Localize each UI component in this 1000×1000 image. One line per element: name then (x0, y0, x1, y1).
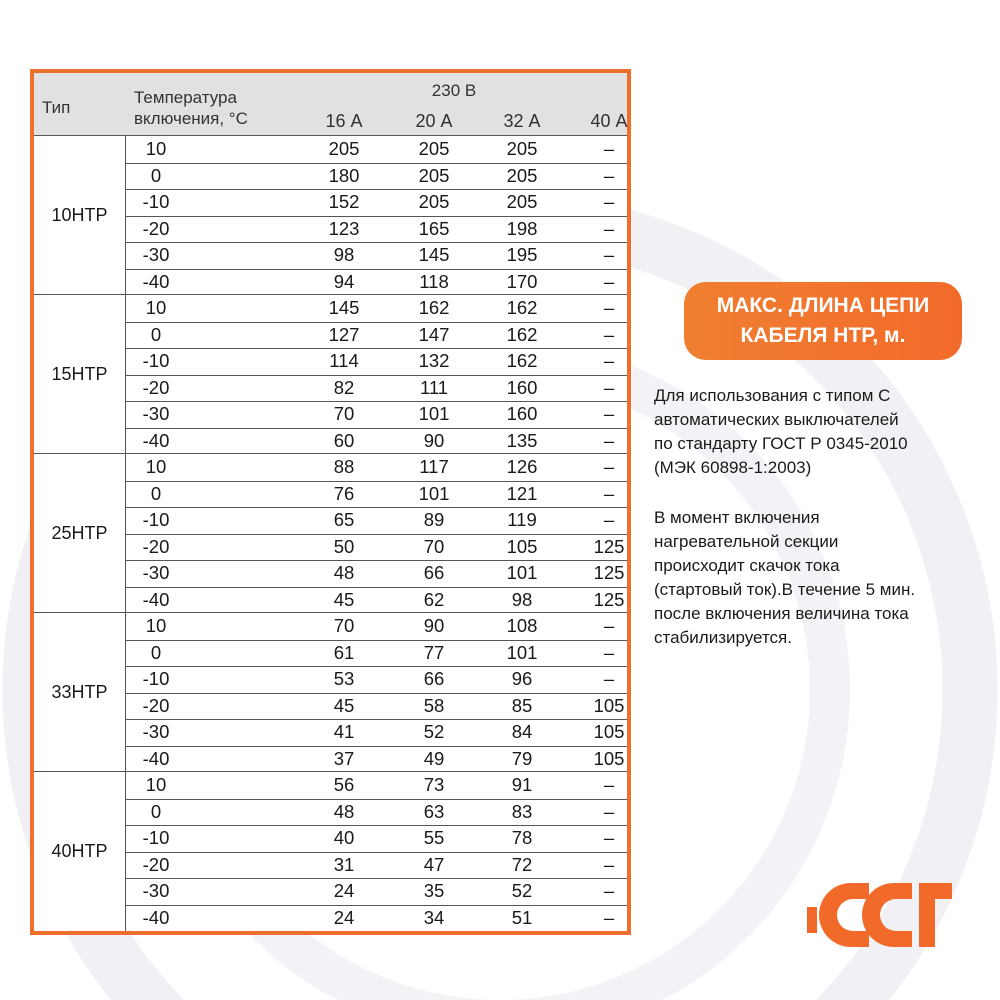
group-label: 40НТР (34, 772, 126, 931)
table-row (126, 640, 627, 668)
table-row (126, 587, 627, 614)
amp16-cell: 37 (333, 747, 355, 769)
table-row (126, 163, 627, 191)
amp20-cell: 90 (423, 615, 445, 636)
header-type: Тип (42, 98, 71, 117)
amp16-cell: 82 (333, 376, 355, 398)
amp20-cell: 63 (423, 800, 445, 822)
amp40-cell: – (603, 376, 615, 398)
title-line1: МАКС. ДЛИНА ЦЕПИ (716, 294, 930, 317)
temp-cell: -40 (142, 747, 170, 769)
amp32-cell: 205 (506, 191, 538, 212)
amp32-cell: 195 (506, 244, 538, 265)
amp32-cell: 101 (506, 641, 538, 663)
temp-cell: 10 (145, 456, 167, 477)
amp40-cell: – (603, 323, 615, 345)
amp40-cell: – (603, 270, 615, 292)
table-group (34, 612, 627, 772)
amp40-cell: – (603, 668, 615, 689)
table-row (126, 454, 627, 482)
amp20-cell: 101 (418, 482, 450, 504)
table-row (126, 428, 627, 455)
amp40-cell: – (603, 853, 615, 875)
amp40-cell: 125 (593, 562, 625, 583)
amp20-cell: 70 (423, 535, 445, 557)
group-label: 33НТР (34, 613, 126, 772)
amp20-cell: 101 (418, 403, 450, 424)
amp20-cell: 205 (418, 191, 450, 212)
amp16-cell: 65 (333, 509, 355, 530)
amp40-cell: – (603, 297, 615, 318)
title-badge (684, 282, 962, 360)
table-row (126, 375, 627, 403)
header-amp-32: 32 А (503, 111, 541, 131)
amp40-cell: – (603, 350, 615, 371)
table-row (126, 348, 627, 376)
amp20-cell: 111 (419, 376, 449, 398)
amp20-cell: 145 (418, 244, 450, 265)
temp-cell: 10 (145, 297, 167, 318)
table-row (126, 799, 627, 827)
table-row (126, 560, 627, 588)
temp-cell: -40 (142, 906, 170, 928)
amp16-cell: 56 (333, 774, 355, 795)
temp-cell: -30 (142, 721, 170, 742)
temp-cell: -10 (142, 827, 170, 848)
amp40-cell: – (603, 641, 615, 663)
temp-cell: -10 (142, 350, 170, 371)
table-row (126, 481, 627, 509)
amp40-cell: – (603, 509, 615, 530)
group-label: 25НТР (34, 454, 126, 613)
temp-cell: 0 (150, 482, 162, 504)
header-voltage: 230 В (431, 81, 477, 100)
amp20-cell: 165 (418, 217, 450, 239)
table-row (126, 401, 627, 429)
amp16-cell: 41 (333, 721, 355, 742)
table-row (126, 507, 627, 535)
amp20-cell: 73 (423, 774, 445, 795)
amp40-cell: – (603, 164, 615, 186)
amp20-cell: 205 (418, 164, 450, 186)
company-logo (807, 879, 952, 951)
amp40-cell: – (603, 827, 615, 848)
amp32-cell: 83 (511, 800, 533, 822)
amp20-cell: 62 (423, 588, 445, 610)
table-header (34, 73, 627, 135)
table-row (126, 216, 627, 244)
amp16-cell: 24 (333, 880, 355, 901)
amp16-cell: 48 (333, 562, 355, 583)
amp32-cell: 79 (511, 747, 533, 769)
amp20-cell: 66 (423, 668, 445, 689)
amp40-cell: – (603, 429, 615, 451)
amp20-cell: 34 (423, 906, 445, 928)
amp32-cell: 52 (511, 880, 533, 901)
amp16-cell: 70 (333, 403, 355, 424)
amp16-cell: 88 (333, 456, 355, 477)
amp40-cell: 105 (593, 747, 625, 769)
amp16-cell: 205 (328, 138, 360, 159)
header-temperature-line2: включения, °С (134, 109, 248, 128)
amp20-cell: 55 (423, 827, 445, 848)
amp20-cell: 35 (423, 880, 445, 901)
amp16-cell: 70 (333, 615, 355, 636)
amp40-cell: – (603, 403, 615, 424)
table-row (126, 136, 627, 164)
table-row (126, 322, 627, 350)
amp20-cell: 58 (423, 694, 445, 716)
table-row (126, 242, 627, 270)
breaker-note: Для использования с типом С автоматических выключателей по стандарту ГОСТ Р 0345-2010 (МЭК 60898-1:2003) (654, 386, 908, 477)
amp40-cell: – (603, 482, 615, 504)
amp32-cell: 121 (506, 482, 538, 504)
temp-cell: -10 (142, 668, 170, 689)
amp16-cell: 48 (333, 800, 355, 822)
amp16-cell: 61 (333, 641, 355, 663)
table-row (126, 613, 627, 641)
amp16-cell: 152 (328, 191, 360, 212)
amp40-cell: – (603, 456, 615, 477)
temp-cell: -10 (142, 191, 170, 212)
amp32-cell: 135 (506, 429, 538, 451)
table-group (34, 135, 627, 295)
amp32-cell: 105 (506, 535, 538, 557)
temp-cell: -20 (142, 217, 170, 239)
temp-cell: -30 (142, 880, 170, 901)
header-amp-20: 20 А (415, 111, 453, 131)
amp40-cell: – (603, 191, 615, 212)
amp32-cell: 160 (506, 403, 538, 424)
amp20-cell: 147 (418, 323, 450, 345)
amp16-cell: 123 (328, 217, 360, 239)
table-group (34, 294, 627, 454)
table-group (34, 771, 627, 931)
amp40-cell: 105 (593, 721, 625, 742)
amp16-cell: 127 (328, 323, 360, 345)
amp16-cell: 31 (333, 853, 355, 875)
amp40-cell: – (603, 615, 615, 636)
amp32-cell: 85 (511, 694, 533, 716)
table-row (126, 825, 627, 853)
table-row (126, 905, 627, 932)
table-row (126, 852, 627, 880)
amp20-cell: 89 (423, 509, 445, 530)
header-amp-40: 40 А (590, 111, 628, 131)
amp16-cell: 76 (333, 482, 355, 504)
amp20-cell: 90 (423, 429, 445, 451)
group-label: 10НТР (34, 136, 126, 295)
amp20-cell: 77 (423, 641, 445, 663)
amp40-cell: – (603, 906, 615, 928)
temp-cell: -40 (142, 588, 170, 610)
temp-cell: -40 (142, 429, 170, 451)
amp32-cell: 96 (511, 668, 533, 689)
temp-cell: -20 (142, 694, 170, 716)
amp40-cell: – (603, 217, 615, 239)
amp32-cell: 205 (506, 138, 538, 159)
header-amp-16: 16 А (325, 111, 363, 131)
table-row (126, 772, 627, 800)
amp32-cell: 51 (511, 906, 533, 928)
amp16-cell: 53 (333, 668, 355, 689)
temp-cell: -30 (142, 403, 170, 424)
amp32-cell: 98 (511, 588, 533, 610)
temp-cell: 10 (145, 774, 167, 795)
temp-cell: 10 (145, 138, 167, 159)
amp16-cell: 114 (329, 350, 359, 371)
table-row (126, 189, 627, 217)
amp40-cell: – (603, 880, 615, 901)
table-group (34, 453, 627, 613)
amp16-cell: 94 (333, 270, 355, 292)
amp40-cell: 105 (593, 694, 625, 716)
amp32-cell: 170 (506, 270, 538, 292)
header-temperature (134, 87, 248, 129)
amp40-cell: – (603, 138, 615, 159)
amp32-cell: 160 (506, 376, 538, 398)
amp32-cell: 162 (506, 350, 538, 371)
table-row (126, 534, 627, 562)
amp40-cell: 125 (593, 588, 625, 610)
amp40-cell: – (603, 774, 615, 795)
amp32-cell: 84 (511, 721, 533, 742)
amp32-cell: 78 (511, 827, 533, 848)
amp32-cell: 72 (511, 853, 533, 875)
amp16-cell: 40 (333, 827, 355, 848)
amp32-cell: 126 (506, 456, 538, 477)
amp16-cell: 24 (333, 906, 355, 928)
amp40-cell: – (603, 800, 615, 822)
amp16-cell: 60 (333, 429, 355, 451)
amp32-cell: 205 (506, 164, 538, 186)
temp-cell: -20 (142, 535, 170, 557)
temp-cell: 10 (145, 615, 167, 636)
temp-cell: -30 (142, 244, 170, 265)
amp20-cell: 49 (423, 747, 445, 769)
amp20-cell: 47 (423, 853, 445, 875)
table-row (126, 719, 627, 747)
amp16-cell: 180 (328, 164, 360, 186)
temp-cell: -30 (142, 562, 170, 583)
amp20-cell: 118 (419, 270, 449, 292)
temp-cell: -10 (142, 509, 170, 530)
amp32-cell: 91 (511, 774, 533, 795)
amp16-cell: 45 (333, 694, 355, 716)
amp20-cell: 66 (423, 562, 445, 583)
amp16-cell: 145 (328, 297, 360, 318)
amp16-cell: 50 (333, 535, 355, 557)
table-row (126, 295, 627, 323)
amp32-cell: 108 (506, 615, 538, 636)
table-row (126, 878, 627, 906)
table-row (126, 746, 627, 773)
amp16-cell: 98 (333, 244, 355, 265)
inrush-note: В момент включения нагревательной секции происходит скачок тока (стартовый ток).В течение 5 мин. после включения величина тока стабилизируется. (654, 508, 916, 647)
temp-cell: 0 (150, 800, 162, 822)
amp40-cell: 125 (593, 535, 625, 557)
amp20-cell: 162 (418, 297, 450, 318)
amp32-cell: 101 (506, 562, 538, 583)
header-temperature-line1: Температура (134, 88, 237, 107)
cable-length-table (30, 69, 631, 935)
amp16-cell: 45 (333, 588, 355, 610)
temp-cell: -40 (142, 270, 170, 292)
amp32-cell: 119 (507, 509, 537, 530)
amp32-cell: 162 (506, 297, 538, 318)
group-label: 15НТР (34, 295, 126, 454)
amp20-cell: 117 (419, 456, 449, 477)
table-row (126, 269, 627, 296)
amp32-cell: 198 (506, 217, 538, 239)
amp40-cell: – (603, 244, 615, 265)
amp20-cell: 132 (418, 350, 450, 371)
temp-cell: 0 (150, 323, 162, 345)
amp20-cell: 52 (423, 721, 445, 742)
temp-cell: -20 (142, 376, 170, 398)
table-row (126, 666, 627, 694)
temp-cell: -20 (142, 853, 170, 875)
temp-cell: 0 (150, 164, 162, 186)
amp20-cell: 205 (418, 138, 450, 159)
temp-cell: 0 (150, 641, 162, 663)
title-line2: КАБЕЛЯ НТР, м. (740, 324, 906, 347)
table-row (126, 693, 627, 721)
amp32-cell: 162 (506, 323, 538, 345)
